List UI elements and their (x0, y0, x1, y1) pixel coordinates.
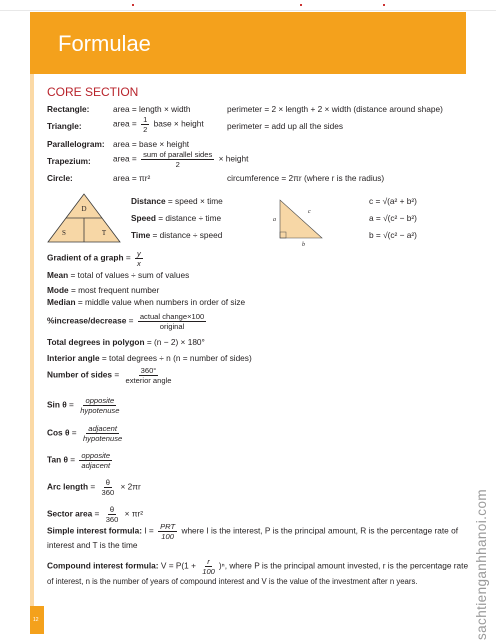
dst-t: T (101, 229, 107, 237)
simple-interest-formula: Simple interest formula: I = $\frac{\text{PRT}}{100}$ where I is the interest, P is the principal amount, R is the percentage rate of (47, 522, 459, 541)
cosine-fraction: $\frac{\text{adjacent}}{\text{hypotenuse}}$ (82, 424, 123, 443)
sector-fraction: $\frac{\theta}{360}$ (105, 505, 119, 524)
simple-interest-fraction: $\frac{\text{PRT}}{100}$ (160, 522, 176, 541)
watermark: sachtienganhhanoi.com (474, 488, 489, 640)
side-b: b (302, 242, 305, 248)
crop-mark (383, 4, 385, 6)
polygon-degrees-formula: Total degrees in polygon = (n − 2) × 180° (47, 337, 205, 347)
pythagoras-c: c = √(a² + b²) (369, 196, 417, 206)
cosine-formula: Cos θ = $\frac{\text{adjacent}}{\text{hypotenuse}}$ (47, 424, 123, 443)
compound-interest-note: of interest, n is the number of years of compound interest and V is the value of the investment after n years. (47, 577, 418, 586)
dst-d: D (81, 205, 87, 213)
circle-label: Circle: (47, 173, 73, 183)
gradient-formula: Gradient of a graph = $\frac{y}{x}$ (47, 249, 141, 268)
gradient-fraction: $\frac{y}{x}$ (137, 249, 141, 268)
triangle-perimeter: perimeter = add up all the sides (227, 121, 343, 131)
compound-interest-fraction: $\frac{r}{100}$ (202, 557, 215, 576)
tangent-formula: Tan θ = $\frac{\text{opposite}}{\text{adjacent}}$ (47, 451, 111, 470)
right-triangle (280, 200, 322, 238)
side-a: a (273, 217, 276, 223)
trapezium-area: area = $\frac{\text{sum of parallel sides}}{2}$ × height (113, 150, 249, 169)
number-of-sides-formula: Number of sides = $\frac{360^\circ}{\text{exterior angle}}$ (47, 366, 172, 385)
sine-fraction: $\frac{\text{opposite}}{\text{hypotenuse}}$ (80, 396, 120, 415)
sine-formula: Sin θ = $\frac{\text{opposite}}{\text{hypotenuse}}$ (47, 396, 120, 415)
pythagoras-a: a = √(c² − b²) (369, 213, 417, 223)
sides-fraction: $\frac{360^\circ}{\text{exterior angle}}$ (125, 366, 172, 385)
side-c: c (308, 209, 311, 215)
rectangle-label: Rectangle: (47, 104, 90, 114)
distance-formula: Distance = speed × time (131, 196, 223, 206)
speed-formula: Speed = distance ÷ time (131, 213, 222, 223)
crop-mark (300, 4, 302, 6)
sector-area-formula: Sector area = $\frac{\theta}{360}$ × πr² (47, 505, 144, 524)
crop-mark (132, 4, 134, 6)
triangle-area: area = $\frac{1}{2}$ base × height (113, 115, 204, 134)
simple-interest-note: interest and T is the time (47, 540, 138, 550)
top-rule (0, 10, 496, 11)
triangle-fraction: $\frac{1}{2}$ (143, 115, 148, 134)
interior-angle-formula: Interior angle = total degrees ÷ n (n = number of sides) (47, 353, 252, 363)
parallelogram-area: area = base × height (113, 139, 190, 149)
time-formula: Time = distance ÷ speed (131, 230, 223, 240)
mean-formula: Mean = total of values ÷ sum of values (47, 270, 190, 280)
pythagoras-b: b = √(c² − a²) (369, 230, 417, 240)
rectangle-perimeter: perimeter = 2 × length + 2 × width (distance around shape) (227, 104, 443, 114)
arc-length-formula: Arc length = $\frac{\theta}{360}$ × 2πr (47, 478, 141, 497)
trapezium-fraction: $\frac{\text{sum of parallel sides}}{2}$ (143, 150, 213, 169)
parallelogram-label: Parallelogram: (47, 139, 105, 149)
rectangle-area: area = length × width (113, 104, 191, 114)
percent-change-formula: %increase/decrease = $\frac{\text{actual change×100}}{\text{original}}$ (47, 312, 205, 331)
side-strip (30, 74, 34, 614)
tangent-fraction: $\frac{\text{opposite}}{\text{adjacent}}$ (81, 451, 111, 470)
right-triangle-diagram (268, 196, 328, 248)
page-number: 12 (33, 617, 39, 623)
dst-s: S (62, 229, 66, 237)
page-title: Formulae (58, 31, 151, 56)
mode-formula: Mode = most frequent number (47, 285, 160, 295)
compound-interest-formula: Compound interest formula: V = P(1 + $\frac{r}{100}$ )ⁿ, where P is the principal amount invested, r is the percentage rate (47, 557, 469, 576)
dst-triangle-diagram (46, 192, 122, 244)
percent-change-fraction: $\frac{\text{actual change×100}}{\text{original}}$ (139, 312, 205, 331)
triangle-label: Triangle: (47, 121, 82, 131)
arc-fraction: $\frac{\theta}{360}$ (101, 478, 115, 497)
trapezium-label: Trapezium: (47, 156, 91, 166)
circle-circumference: circumference = 2πr (where r is the radius) (227, 173, 385, 183)
median-formula: Median = middle value when numbers in order of size (47, 297, 246, 307)
circle-area: area = πr² (113, 173, 151, 183)
section-heading: CORE SECTION (47, 85, 139, 99)
